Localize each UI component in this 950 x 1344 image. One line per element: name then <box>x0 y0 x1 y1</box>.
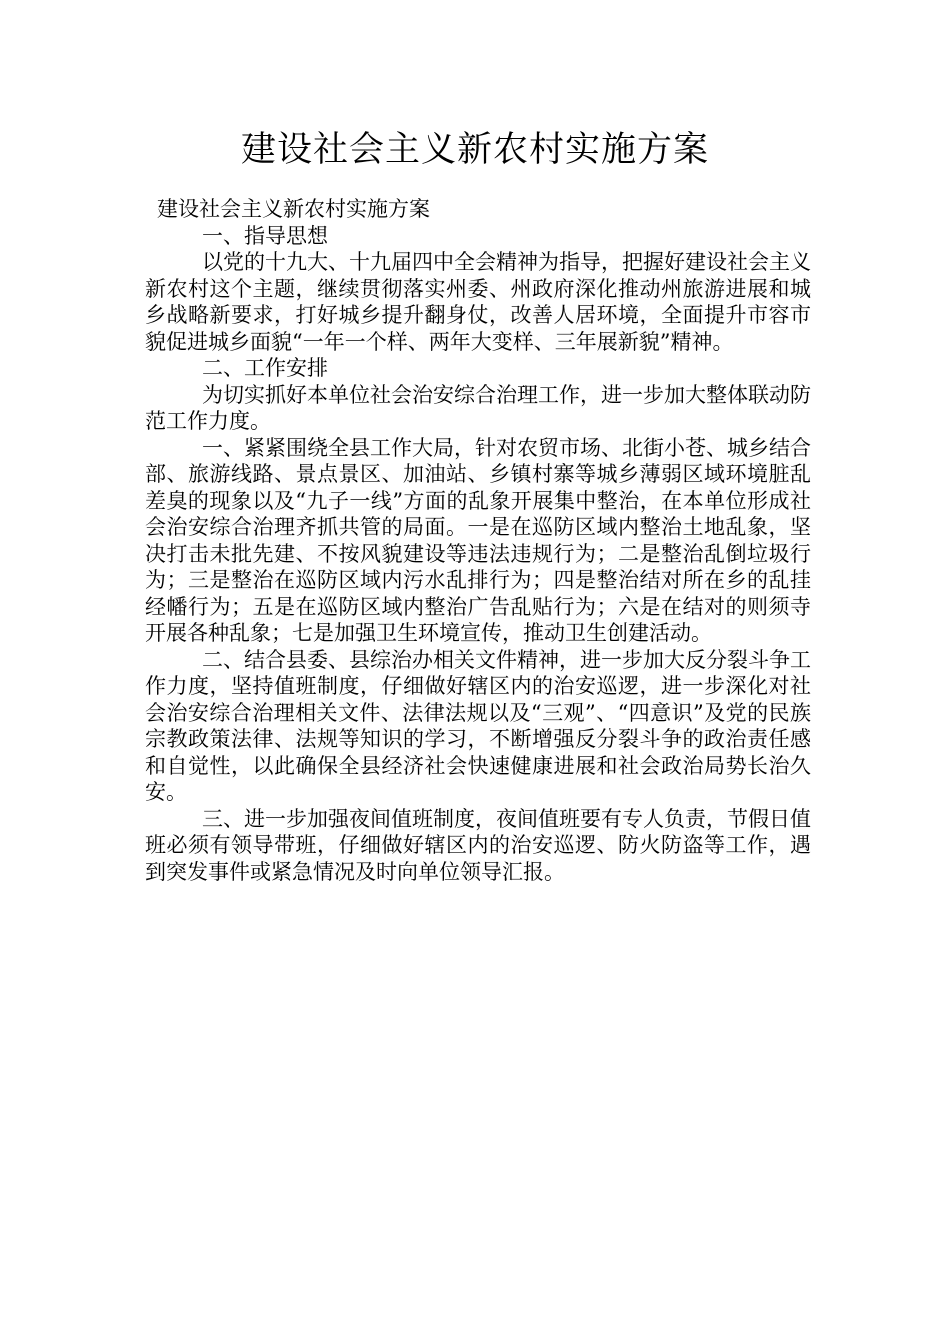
document-title: 建设社会主义新农村实施方案 <box>240 130 709 170</box>
paragraph-item-2: 二、结合县委、县综治办相关文件精神，进一步加大反分裂斗争工作力度，坚持值班制度，仔细做好辖区内的治安巡逻，进一步深化对社会治安综合治理相关文件、法律法规以及“三观”、“四意识”及党的民族宗教政策法律、法规等知识的学习，不断增强反分裂斗争的政治责任感和自觉性，以此确保全县经济社会快速健康进展和社会政治局势长治久安。 <box>145 647 811 804</box>
section-heading-work-arrangement: 二、工作安排 <box>202 356 328 380</box>
paragraph-item-3: 三、进一步加强夜间值班制度，夜间值班要有专人负责，节假日值班必须有领导带班，仔细做好辖区内的治安巡逻、防火防盗等工作，遇到突发事件或紧急情况及时向单位领导汇报。 <box>145 806 811 884</box>
section-heading-guiding-ideology: 一、指导思想 <box>202 223 328 248</box>
paragraph-item-1: 一、紧紧围绕全县工作大局，针对农贸市场、北街小苍、城乡结合部、旅游线路、景点景区、加油站、乡镇村寨等城乡薄弱区域环境脏乱差臭的现象以及“九子一线”方面的乱象开展集中整治，在本单位形成社会治安综合治理齐抓共管的局面。一是在巡防区域内整治土地乱象，坚决打击未批先建、不按风貌建设等违法违规行为；二是整治乱倒垃圾行为；三是整治在巡防区域内污水乱排行为；四是整治结对所在乡的乱挂经幡行为；五是在巡防区域内整治广告乱贴行为；六是在结对的则须寺开展各种乱象；七是加强卫生环境宣传，推动卫生创建活动。 <box>145 435 811 645</box>
paragraph-work-arrangement-intro: 为切实抓好本单位社会治安综合治理工作，进一步加大整体联动防范工作力度。 <box>145 382 811 433</box>
paragraph-guiding-ideology: 以党的十九大、十九届四中全会精神为指导，把握好建设社会主义新农村这个主题，继续贯彻落实州委、州政府深化推动州旅游进展和城乡战略新要求，打好城乡提升翻身仗，改善人居环境，全面提升市容市貌促进城乡面貌“一年一个样、两年大变样、三年展新貌”精神。 <box>145 250 811 354</box>
document-subtitle: 建设社会主义新农村实施方案 <box>157 197 430 221</box>
document-body <box>145 196 811 885</box>
